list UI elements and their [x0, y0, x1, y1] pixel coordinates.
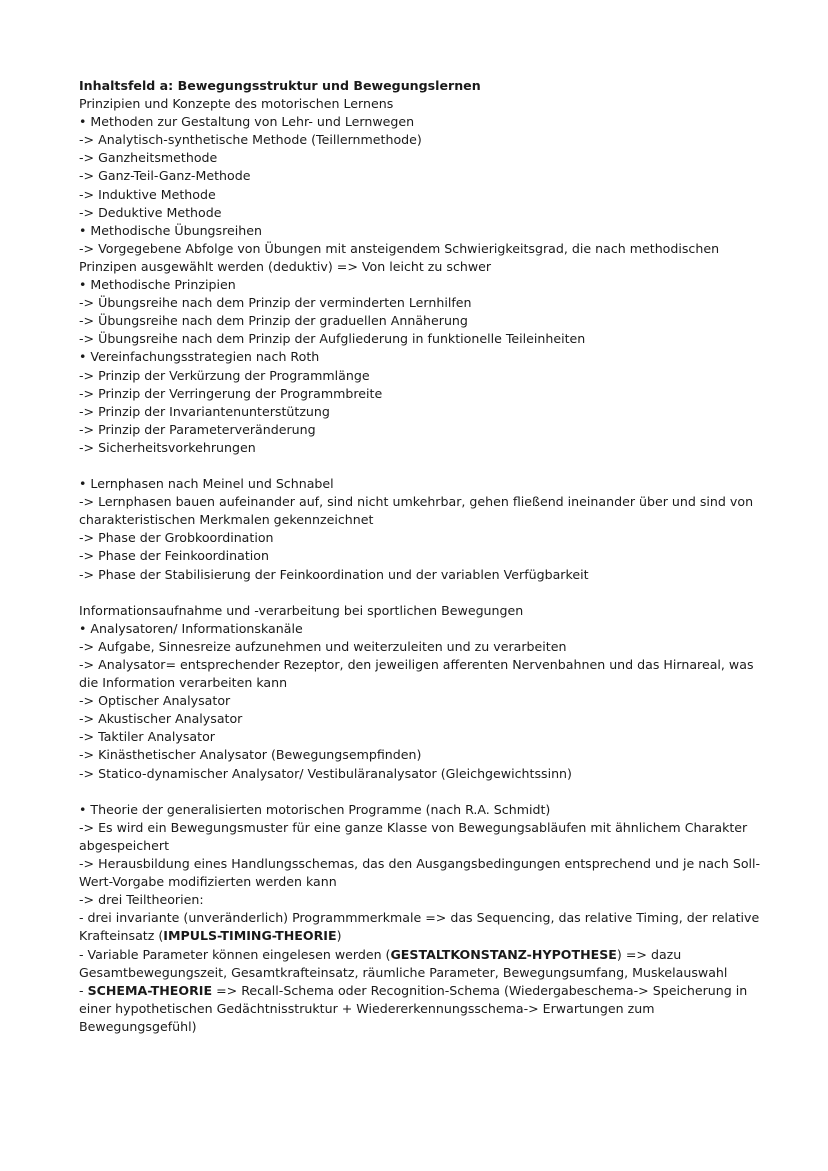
- list-item: -> Statico-dynamischer Analysator/ Vestibuläranalysator (Gleichgewichtssinn): [79, 765, 572, 781]
- bullet-item: • Analysatoren/ Informationskanäle: [79, 620, 303, 636]
- list-item: -> Prinzip der Invariantenunterstützung: [79, 403, 330, 419]
- list-item: -> Induktive Methode: [79, 186, 216, 202]
- bullet-item: • Vereinfachungsstrategien nach Roth: [79, 349, 320, 365]
- text: ) => dazu Gesamtbewegungszeit, Gesamtkrafteinsatz, räumliche Parameter, Bewegungsumfang, Muskelauswahl: [79, 946, 728, 980]
- list-item: -> Analytisch-synthetische Methode (Teillernmethode): [79, 132, 422, 148]
- list-item: -> Es wird ein Bewegungsmuster für eine ganze Klasse von Bewegungsabläufen mit ähnlichem Charakter abgespeichert: [79, 819, 748, 853]
- spacer: [79, 457, 769, 475]
- list-item: -> Taktiler Analysator: [79, 729, 215, 745]
- list-item-impuls-timing: [79, 909, 769, 945]
- list-item-schema-theorie: [79, 982, 769, 1036]
- list-item: -> Prinzip der Parameterveränderung: [79, 421, 316, 437]
- list-item: -> Phase der Feinkoordination: [79, 548, 269, 564]
- list-item: -> Phase der Grobkoordination: [79, 530, 274, 546]
- list-item: -> Akustischer Analysator: [79, 711, 243, 727]
- spacer: [79, 584, 769, 602]
- list-item: -> Übungsreihe nach dem Prinzip der graduellen Annäherung: [79, 313, 468, 329]
- list-item-gestaltkonstanz: [79, 946, 769, 982]
- text: - drei invariante (unveränderlich) Programmmerkmale => das Sequencing, das relative Timing, der relative Krafteinsatz (: [79, 910, 760, 944]
- list-item: -> Prinzip der Verringerung der Programmbreite: [79, 385, 383, 401]
- list-item: -> Lernphasen bauen aufeinander auf, sind nicht umkehrbar, gehen fließend ineinander über und sind von charakteristischen Merkmalen gekennzeichnet: [79, 494, 754, 528]
- section-heading: Informationsaufnahme und -verarbeitung bei sportlichen Bewegungen: [79, 602, 524, 618]
- bold-term: IMPULS-TIMING-THEORIE: [163, 928, 337, 944]
- list-item: -> Ganzheitsmethode: [79, 150, 218, 166]
- bullet-item: • Theorie der generalisierten motorischen Programme (nach R.A. Schmidt): [79, 801, 551, 817]
- section-information-processing: [79, 602, 769, 783]
- text: ): [336, 928, 342, 944]
- list-item: -> Prinzip der Verkürzung der Programmlänge: [79, 367, 370, 383]
- list-item: -> Analysator= entsprechender Rezeptor, den jeweiligen afferenten Nervenbahnen und das Hirnareal, was die Information verarbeiten kann: [79, 657, 754, 691]
- list-item: -> Kinästhetischer Analysator (Bewegungsempfinden): [79, 747, 422, 763]
- list-item: -> Herausbildung eines Handlungsschemas, das den Ausgangsbedingungen entsprechend und je nach Soll-Wert-Vorgabe modifizierten werden kann: [79, 856, 761, 890]
- list-item: -> Ganz-Teil-Ganz-Methode: [79, 168, 251, 184]
- bullet-item: • Methodische Prinzipien: [79, 277, 236, 293]
- list-item: -> Aufgabe, Sinnesreize aufzunehmen und weiterzuleiten und zu verarbeiten: [79, 638, 567, 654]
- text: => Recall-Schema oder Recognition-Schema (Wiedergabeschema-> Speicherung in einer hypothetischen Gedächtnisstruktur + Wiedererkennungsschema-> Erwartungen zum Bewegungsgefühl): [79, 982, 748, 1034]
- bold-term: SCHEMA-THEORIE: [87, 982, 213, 998]
- list-item: -> Vorgegebene Abfolge von Übungen mit ansteigendem Schwierigkeitsgrad, die nach methodischen Prinzipen ausgewählt werden (deduktiv) => Von leicht zu schwer: [79, 240, 720, 274]
- list-item: -> drei Teiltheorien:: [79, 892, 204, 908]
- section-motor-programs: [79, 801, 769, 1036]
- bullet-item: • Lernphasen nach Meinel und Schnabel: [79, 476, 334, 492]
- document-page: [79, 77, 769, 1036]
- section-motor-learning: [79, 95, 769, 457]
- text: - Variable Parameter können eingelesen werden (: [79, 946, 391, 962]
- list-item: -> Optischer Analysator: [79, 693, 231, 709]
- section-heading: Prinzipien und Konzepte des motorischen Lernens: [79, 96, 394, 112]
- text: -: [79, 982, 88, 998]
- spacer: [79, 783, 769, 801]
- section-learning-phases: [79, 475, 769, 584]
- list-item: -> Phase der Stabilisierung der Feinkoordination und der variablen Verfügbarkeit: [79, 566, 589, 582]
- list-item: -> Deduktive Methode: [79, 204, 222, 220]
- list-item: -> Sicherheitsvorkehrungen: [79, 439, 256, 455]
- bullet-item: • Methodische Übungsreihen: [79, 222, 262, 238]
- bullet-item: • Methoden zur Gestaltung von Lehr- und Lernwegen: [79, 114, 415, 130]
- page-title: Inhaltsfeld a: Bewegungsstruktur und Bewegungslernen: [79, 78, 481, 93]
- bold-term: GESTALTKONSTANZ-HYPOTHESE: [390, 946, 617, 962]
- list-item: -> Übungsreihe nach dem Prinzip der verminderten Lernhilfen: [79, 295, 472, 311]
- list-item: -> Übungsreihe nach dem Prinzip der Aufgliederung in funktionelle Teileinheiten: [79, 331, 586, 347]
